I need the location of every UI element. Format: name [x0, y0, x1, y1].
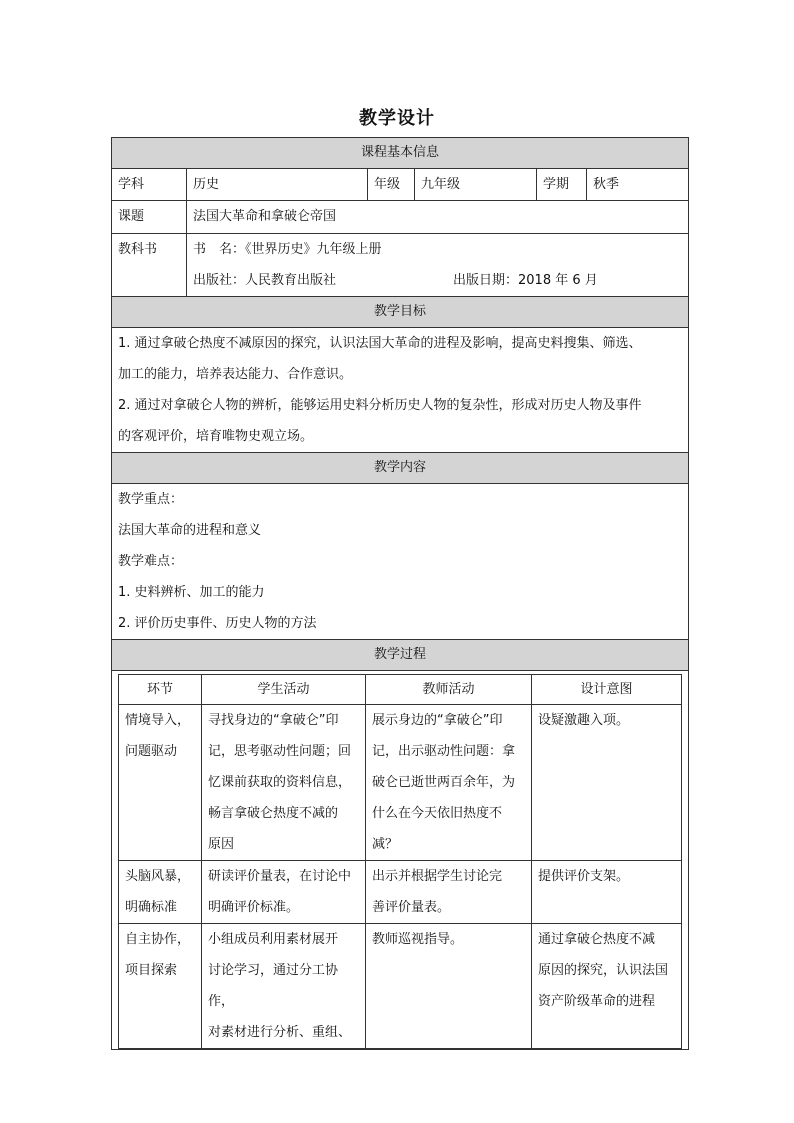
- section-content: 教学内容: [112, 453, 689, 484]
- objective-line: 的客观评价，培育唯物史观立场。: [118, 429, 314, 444]
- book-name: 书 名：《世界历史》九年级上册: [193, 242, 382, 257]
- objective-line: 1. 通过拿破仑热度不减原因的探究，认识法国大革命的进程及影响，提高史料搜集、筛选、: [118, 336, 642, 351]
- publisher: 出版社：人民教育出版社: [193, 273, 337, 288]
- student-activity-cell: 小组成员利用素材展开 讨论学习，通过分工协作， 对素材进行分析、重组、: [202, 924, 366, 1049]
- lesson-plan-table: [111, 137, 689, 1050]
- difficult-point-label: 教学难点：: [118, 554, 184, 569]
- publisher-line: [193, 265, 682, 296]
- section-process: 教学过程: [112, 640, 689, 671]
- teacher-activity-cell: 展示身边的“拿破仑”印 记，出示驱动性问题：拿 破仑已逝世两百余年，为 什么在今天依旧热度不 减？: [366, 705, 532, 861]
- header-student: 学生活动: [202, 675, 366, 705]
- design-intent-cell: 通过拿破仑热度不减 原因的探究，认识法国 资产阶级革命的进程: [532, 924, 682, 1049]
- stage-cell: 头脑风暴， 明确标准: [119, 861, 202, 924]
- process-header-row: [119, 675, 682, 705]
- subject-label: 学科: [112, 169, 187, 201]
- topic-value: 法国大革命和拿破仑帝国: [187, 201, 689, 234]
- design-intent-cell: 提供评价支架。: [532, 861, 682, 924]
- objective-line: 2. 通过对拿破仑人物的辨析，能够运用史料分析历史人物的复杂性，形成对历史人物及事件: [118, 398, 642, 413]
- objective-line: 加工的能力，培养表达能力、合作意识。: [118, 367, 353, 382]
- process-row: [119, 705, 682, 861]
- publish-date: 出版日期：2018 年 6 月: [453, 273, 598, 288]
- student-activity-cell: 研读评价量表，在讨论中 明确评价标准。: [202, 861, 366, 924]
- key-point-label: 教学重点：: [118, 492, 184, 507]
- process-table: [118, 674, 682, 1049]
- header-intent: 设计意图: [532, 675, 682, 705]
- teacher-activity-cell: 教师巡视指导。: [366, 924, 532, 1049]
- document-title: 教学设计: [359, 108, 435, 129]
- process-container: [112, 671, 689, 1050]
- topic-label: 课题: [112, 201, 187, 234]
- textbook-label: 教科书: [112, 234, 187, 297]
- term-value: 秋季: [587, 169, 689, 201]
- difficult-point-1: 1. 史料辨析、加工的能力: [118, 585, 265, 600]
- subject-value: 历史: [187, 169, 368, 201]
- design-intent-cell: 设疑激趣入项。: [532, 705, 682, 861]
- section-basic-info: 课程基本信息: [112, 138, 689, 169]
- section-objectives: 教学目标: [112, 297, 689, 328]
- student-activity-cell: 寻找身边的“拿破仑”印 记，思考驱动性问题；回 忆课前获取的资料信息， 畅言拿破仑热度不减的 原因: [202, 705, 366, 861]
- term-label: 学期: [537, 169, 587, 201]
- grade-label: 年级: [368, 169, 415, 201]
- stage-cell: 情境导入， 问题驱动: [119, 705, 202, 861]
- teacher-activity-cell: 出示并根据学生讨论完 善评价量表。: [366, 861, 532, 924]
- teaching-content: [112, 484, 689, 640]
- difficult-point-2: 2. 评价历史事件、历史人物的方法: [118, 616, 317, 631]
- objectives-content: [112, 328, 689, 453]
- header-stage: 环节: [119, 675, 202, 705]
- textbook-info: [187, 234, 689, 297]
- process-row: [119, 924, 682, 1049]
- header-teacher: 教师活动: [366, 675, 532, 705]
- process-row: [119, 861, 682, 924]
- key-point-value: 法国大革命的进程和意义: [118, 523, 262, 538]
- grade-value: 九年级: [415, 169, 537, 201]
- stage-cell: 自主协作， 项目探索: [119, 924, 202, 1049]
